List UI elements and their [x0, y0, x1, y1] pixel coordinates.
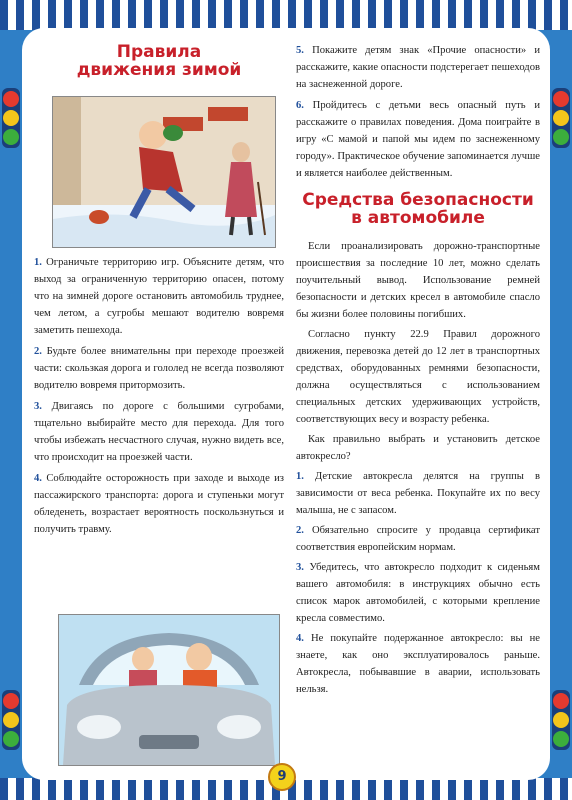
item-text: Ограничьте территорию игр. Объясните детям, что выход за ограниченную территорию опасен, потому что на зимней дороге остановить автомобиль труднее, чем летом, а сугробы мешают водителю вовремя заметить пешехода.: [34, 257, 284, 336]
checkered-border-top: [0, 0, 572, 30]
item-number: 1.: [34, 257, 42, 268]
left-title-line1: Правила: [116, 42, 202, 62]
left-title: [34, 44, 284, 80]
left-title-line2: движения зимой: [76, 59, 242, 80]
right-title-line2: в автомобиле: [351, 207, 485, 228]
traffic-light-icon: [2, 690, 20, 750]
car-child-seat-illustration: [58, 614, 280, 766]
item-number: 3.: [34, 401, 42, 412]
item-number: 5.: [296, 45, 304, 56]
item-text: Будьте более внимательны при переходе проезжей части: скользкая дорога и гололед не всегда позволяют водителю вовремя притормозить.: [34, 346, 285, 391]
item-number: 1.: [296, 470, 304, 482]
right-title: [296, 192, 540, 228]
right-title-line1: Средства безопасности: [302, 190, 534, 210]
item-number: 6.: [296, 100, 304, 111]
item-text: Убедитесь, что автокресло подходит к сиденьям вашего автомобиля: в инструкциях обычно есть список марок автомобилей, с которыми крепление кресла совместимо.: [296, 561, 540, 624]
left-column: [34, 28, 284, 80]
list-item: [34, 254, 284, 339]
list-item: [296, 630, 540, 698]
item-number: 2.: [34, 346, 42, 357]
list-item: [296, 42, 540, 93]
paragraph: Как правильно выбрать и установить детское автокресло?: [296, 433, 540, 462]
traffic-light-icon: [2, 88, 20, 148]
list-item: [296, 559, 540, 627]
page-sheet: [22, 28, 550, 780]
item-number: 3.: [296, 561, 304, 573]
winter-slip-illustration: [52, 96, 276, 248]
item-number: 2.: [296, 524, 304, 536]
item-text: Покажите детям знак «Прочие опасности» и расскажите, какие опасности подстерегает пешеходов на заснеженной дороге.: [296, 45, 541, 90]
list-item: [296, 468, 540, 519]
right-column: [296, 42, 540, 698]
list-item: [34, 398, 284, 466]
list-item: [296, 522, 540, 556]
list-item: [34, 470, 284, 538]
item-text: Обязательно спросите у продавца сертификат соответствия европейским нормам.: [296, 524, 540, 553]
list-item: [296, 97, 540, 182]
item-text: Двигаясь по дороге с большими сугробами, тщательно выбирайте место для перехода. Для того чтобы избежать несчастного случая, нужно видеть все, что происходит на проезжей части.: [34, 401, 284, 463]
paragraph: Если проанализировать дорожно-транспортные происшествия за последние 10 лет, можно сделать поучительный вывод. Использование ремней безопасности и детских кресел в автомобиле спасло бы жизни более половины погибших.: [296, 240, 540, 320]
list-item: [34, 343, 284, 394]
item-text: Детские автокресла делятся на группы в зависимости от веса ребенка. Покупайте их по весу малыша, не с запасом.: [296, 470, 540, 516]
traffic-light-icon: [552, 690, 570, 750]
left-text: [34, 254, 284, 538]
item-text: Соблюдайте осторожность при заходе и выходе из пассажирского транспорта: дорога и ступеньки могут обледенеть, возрастает вероятность поскользнуться и получить травму.: [34, 473, 284, 535]
paragraph: Согласно пункту 22.9 Правил дорожного движения, перевозка детей до 12 лет в транспортных средствах, оборудованных ремнями безопасности, должна осуществляться с использованием специальных детских удерживающих устройств, соответствующих весу и возрасту ребенка.: [296, 328, 540, 425]
traffic-light-icon: [552, 88, 570, 148]
page-number-badge: 9: [268, 763, 296, 791]
item-text: Пройдитесь с детьми весь опасный путь и расскажите о правилах поведения. Дома поиграйте в игру «С мамой и папой мы идем по заснеженному городу». Практическое обучение запоминается лучше и является наиболее действенным.: [296, 100, 541, 179]
item-number: 4.: [34, 473, 42, 484]
item-number: 4.: [296, 632, 304, 644]
item-text: Не покупайте подержанное автокресло: вы не знаете, как оно эксплуатировалось раньше. Автокресла, побывавшие в аварии, использовать нельзя.: [296, 632, 540, 695]
